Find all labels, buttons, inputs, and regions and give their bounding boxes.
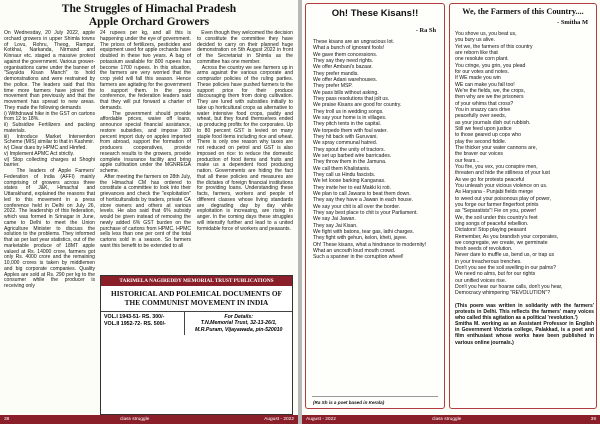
advert-volume-1: VOL.I 1943-51- RS. 300/- (104, 314, 165, 320)
issue-date: August - 2022 (306, 417, 336, 422)
advert-details (101, 311, 292, 335)
advert-banner: TARIMELA NAGIREDDY MEMORIAL TRUST PUBLICATIONS (101, 276, 292, 286)
left-page (0, 0, 298, 424)
poet-note: (This poem was written in solidarity with the farmers' protests in Delhi. This reflects the farmers' many voices who called this agitation as a political 'revolution.') Smitha M. working as an Assistant Professor in English in Government Victoria college, Palakkad, is a poet and film enthusiast whose works have been published in various online journals.) (455, 303, 594, 346)
poem-title: Oh! These Kisans!! (331, 8, 419, 19)
publication-advert (100, 275, 293, 415)
left-footer (0, 415, 298, 424)
poem-title: We, the Farmers of this Country.... (462, 7, 584, 16)
poem-text: These kisans are an ungracious lot. What a bunch of ignorant fools! We gave them concessions. They say they need rights. We offer Ambani's bazaar. They prefer mandis. We offer Adani warehouses. They prefer MSP. We pass bills without asking. They pass resolutions that jolt us. We praise Kisans are good for country. They troll us in wedding songs. We say your home is in villages. They pitch tents in the capital. We torpedo them with foul water. They hit back with Guruvani. We spray communal hatred. They spout the unity of tractors. We set up barbed wire barricades. They throw them in the Jamuna. We call them Khalistanis. They call us Hindu fascists. We let loose barking Kanganas. They invite her to eat Makki ki roti. We plan to call Jawans to beat them down. They say they have a Jawan in each house. We say your chit is all over the border. They say best place to chit is your Parliament. We say Jai Jawan. They say Jai Kisan. We fight with batons, tear gas, lathi charges. They fight with gehun, kelon, kheti, jayee. Oh! These kisans, what a hindrance to modernity! What an uncouth loud mouth crowd. Such a spanner in the corruption wheel! (313, 39, 427, 261)
poem-author: - Smitha M (557, 19, 588, 26)
page-number: 38 (4, 417, 10, 422)
poem-author: - Ra Sh (415, 27, 436, 34)
advert-volumes (101, 312, 185, 335)
page-number: 39 (590, 417, 596, 422)
poem-divider (312, 396, 438, 397)
article-column-2: 24 rupees per kg, and all this is happening under the eye of government. The prices of fertilizers, pesticides and equipment used for apple orchards have doubled in these two years. A bag of potassium available for 800 rupees has become 1700 rupees. In this situation, the farmers are very worried that the crop yield will fall this season. Hence farmers are agitating for the government to support them. In the press conference, the federation leaders said that they will put forward a charter of demands. The government should provide affordable prices, waive off loans, announce special financial assistance, restore subsidies, and impose 100 percent import duty on apples imported from abroad, support the formation of producers cooperatives, provide research results to the growers, provide complete insurance facility and bring apple cultivation under the MGNREGA scheme. After meeting the farmers on 28th July, the Himachal CM has ordered to constitute a committee to look into their grievances and check the "exploitation" of horticulturalists by traders, private CA store owners and others at various levels. He also said that 6% subsidy would be given instead of removing the newly added 6% GST burden on the purchase of cartons from HPMC. HPMC sells less than one per cent of the total cartons sold in a season. So farmers want this benefit to be extended to all (100, 30, 191, 249)
poem-box-farmers (449, 3, 597, 409)
article-column-1: On Wednesday, 20 July 2022, apple orchard growers in upper Shimla towns of Lovu, Rohru, Theog, Rampur, Kotkhai, Narkanda, Nirmand and Kinnaur etc. staged a massive protest against the government. Various grower-organisations came under the banner of "Sayukta Kisan Manch" to hold demonstrations and were restrained by the police. The leaders said that this time more farmers have joined the movement than previously and that the movement has spread to new areas. They made the following demands i) Withdrawal hike in the GST on cartons from 12 to 18%. ii) Subsidize Fertilizers and packing materials. iii) Introduce Market Intervention Scheme (MIS) similar to that in Kashmir. iv) Clear dues by HPMC and Himfed. v) Implement APMC Act strictly. vi) Stop collecting charges at Shoghi barrier. The leaders of Apple Farmers' Federation of India (AFFI) mainly comprising of growers across three states of J&K, Himachal and Uttarakhand, explained the reasons that led to this movement in a press conference held in Delhi on July 26, 2022. The leadership of this federation, which was formed in Srinagar in June, came to Delhi to meet the Union Agriculture Minister to discuss the solution to the problems. They informed that as per last year statistics, out of the marketable produce of 18MT apple valued at Rs. 14000 crore, farmers got only Rs. 4000 crore and the remaining 10,000 crores is taken by middlemen and big corporate companies. Quality Apples are sold at Rs. 290 per kg to the consumer while the producer is receiving only (4, 30, 95, 289)
advert-heading: HISTORICAL AND POLEMICAL DOCUMENTS OF THE COMMUNIST MOVEMENT IN INDIA (111, 289, 282, 307)
magazine-name: class struggle (432, 417, 462, 422)
magazine-name: class struggle (120, 417, 150, 422)
poem-box-kisans (305, 3, 445, 409)
article-title (4, 3, 294, 29)
article-column-3: Even though they welcomed the decision to constitute the committee they have decided to carry on their planned huge demonstration on 5th August 2022 in front of the Secretariat in Shimla as the committee has one member. Across the country we see farmers up in arms against the various corporate and comprador policies of the ruling parties. These policies have pushed farmers to the support price for their produce discouraging them from doing cultivation. They are lured with subsidies initially to take up horticultural crops as alternative to water intensive food crops, paddy and wheat, but they found themselves ended up producing profits for the corporates. Up to 80 percent GST is levied on many staple food items including rice and wheat. There is only one reason why taxes are not reduced on petrol and GST is also imposed on rice: to reduce the domestic production of food items and fruits and make us a dependent food producing nation. Governments are hiding the fact that all these policies and measures are the dictates of foreign financial institutions for providing loans. Understanding these facts, farmers, workers and people of different classes whose living standards are degrading day by day while exploitation is increasing, are rising in anger. In the coming days these struggles will intensify further and lead to a united formidable force of workers and peasants. (197, 30, 293, 232)
article-title-line1: The Struggles of Himachal Pradesh (61, 3, 237, 15)
advert-contact: For Details: T.N.Memorial Trust, 32-13-26/1, M.R.Puram, Vijayawada, pin-520010 (194, 314, 283, 333)
advert-volume-2: VOL.II 1952-72- RS. 500/- (104, 320, 166, 327)
poem-text: You shove us, you beat us, you bury us alive. Yet we, the farmers of this country are reborn like that one resolute corn plant. You cringe, you grin, you plead for our votes and notes. If WE made you win WE can make you fall too! We're the fields, we, the crops, then why are we the prisoners of your whims that cross? You in snazzy cars drive peacefully over seeds, as your journals dish out rubbish. Still we feed upon justice to those geared up cops who play the second fiddle. The thicker your water cannons are, the braver our voices our fears... You fire, you vex, you conspire men, threaten and hide the stillness of your lust As we go for protests peaceful You unleash your vicious violence on us. As Haryana - Punjabi fields merge to weed out your poisonous play of power, you forge our farmer fingerfoot prints as "Separatists"! Fie on you, power! We, the soil under this country's feet sing songs of peaceful rebellion. Dictators! Stop playing peasant Remember, As you brandish your corporates, we congregate, we create, we germinate fresh seeds of revolution. Never dare to muffle us, bend us, or trap us in your treacherous trenches. Don't you see the soil swelling in our palms? We need no alms, but for our rights our unified voices rise. Don't you hear our hoarse calls, don't you hear, Democracy whimpering "REVOLUTION"? (455, 31, 563, 297)
right-footer (302, 415, 600, 424)
article-title-line2: Apple Orchard Growers (88, 16, 210, 28)
issue-date: August - 2022 (264, 417, 294, 422)
poet-credit: (Ra Sh is a poet based in Kerala) (313, 400, 385, 405)
right-page (302, 0, 600, 424)
